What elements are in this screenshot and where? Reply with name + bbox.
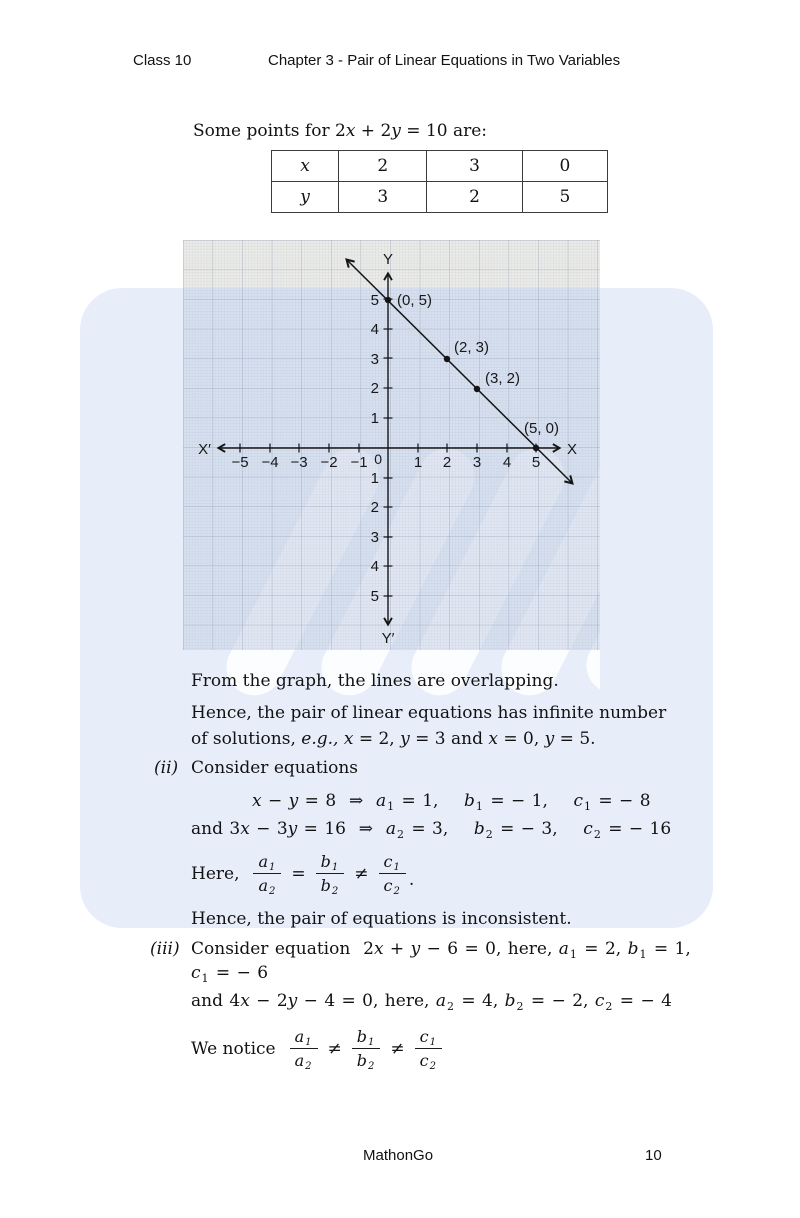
para-overlap: From the graph, the lines are overlapping. <box>191 671 559 691</box>
ratio-line-ii <box>191 852 414 895</box>
x-tick-label: 4 <box>502 454 512 471</box>
data-point-dot <box>385 297 391 303</box>
math-var: y <box>287 819 298 839</box>
math-var: y <box>391 121 401 141</box>
equation-iii-3: and 4x − 2y − 4 = 0, here, $a_2 = 4$, $b_2$ = − 2, $c_2$ = − 4 <box>191 991 672 1013</box>
equation-ii-2: and 3x − 3y = 16 ⇒ $a_2 = 3$, $b_2$ = − 3, $c_2$ = − 16 <box>191 819 672 841</box>
origin-label: 0 <box>374 451 382 467</box>
point-label: (3, 2) <box>485 370 521 387</box>
fraction-b1-b2: $\frac{b_1}{b_2}$ <box>352 1027 381 1070</box>
not-equals-sign: ≠ <box>390 1038 405 1059</box>
x-tick-label: −4 <box>261 454 279 471</box>
ratio-line-iii <box>191 1027 442 1070</box>
y-tick-label: 2 <box>370 380 379 397</box>
x-tick-label: 3 <box>472 454 482 471</box>
text-run: = 0, <box>497 729 545 749</box>
math-var: b <box>627 939 639 959</box>
coordinate-graph <box>183 240 600 650</box>
math-var: x <box>373 939 384 959</box>
table-cell <box>272 182 339 213</box>
x-tick-label: −1 <box>350 454 368 471</box>
equals-sign: = <box>291 863 306 884</box>
math-var: a <box>376 791 387 811</box>
math-var: c <box>583 819 593 839</box>
point-label: (5, 0) <box>524 420 560 437</box>
math-var: x <box>300 156 310 176</box>
math-var: c <box>594 991 605 1011</box>
math-var: x <box>345 121 356 141</box>
math-var: x <box>240 991 250 1011</box>
text-run: = 5. <box>554 729 596 749</box>
math-var: x <box>252 791 262 811</box>
table-cell: 2 <box>427 182 522 213</box>
equation-ii-1: x − y = 8 ⇒ $a_1 = 1$, $b_1$ = − 1, $c_1$ = − 8 <box>252 791 651 813</box>
notice-label: We notice <box>191 1038 276 1059</box>
point-label: (2, 3) <box>454 339 490 356</box>
table-row-x <box>272 151 608 182</box>
text-run: = 3 and <box>409 729 489 749</box>
para-inconsistent: Hence, the pair of equations is inconsistent. <box>191 909 572 929</box>
para-infinite-line2 <box>191 729 596 749</box>
y-tick-label: 1 <box>370 410 379 427</box>
y-tick-label: 5 <box>370 292 379 309</box>
text-run: = 10 are: <box>400 121 488 141</box>
para-infinite-line1: Hence, the pair of linear equations has infinite number <box>191 703 667 723</box>
y-tick-label: 1 <box>370 470 379 487</box>
math-var: y <box>287 991 298 1011</box>
item-iii-marker: (iii) <box>150 939 180 959</box>
here-label: Here, <box>191 863 240 884</box>
table-cell: 3 <box>339 182 427 213</box>
math-var: a <box>435 991 446 1011</box>
x-tick-label: 5 <box>531 454 541 471</box>
math-var: a <box>558 939 569 959</box>
y-tick-label: 5 <box>370 588 379 605</box>
fraction-a1-a2: $\frac{a_1}{a_2}$ <box>253 852 281 895</box>
x-tick-label: −2 <box>320 454 338 471</box>
math-var: b <box>464 791 475 811</box>
text-run: of solutions, <box>191 729 302 749</box>
x-tick-label: 1 <box>413 454 423 471</box>
math-var: a <box>385 819 396 839</box>
fraction-c1-c2: $\frac{c_1}{c_2}$ <box>379 852 406 895</box>
point-label: (0, 5) <box>397 292 433 309</box>
table-row-y <box>272 182 608 213</box>
item-ii-marker: (ii) <box>154 758 179 778</box>
header-chapter-title: Chapter 3 - Pair of Linear Equations in Two Variables <box>268 52 621 69</box>
table-cell: 5 <box>522 182 607 213</box>
equation-iii-2: $c_1$ = − 6 <box>191 963 269 985</box>
fraction-c1-c2: $\frac{c_1}{c_2}$ <box>415 1027 442 1070</box>
table-cell: 0 <box>522 151 607 182</box>
data-point-dot <box>444 356 450 362</box>
period: . <box>408 869 415 890</box>
text-run: Some points for 2 <box>193 121 346 141</box>
math-var: y <box>400 729 410 749</box>
math-var: c <box>573 791 583 811</box>
text-run: + 2 <box>355 121 392 141</box>
y-tick-label: 2 <box>370 499 379 516</box>
y-tick-label: 3 <box>370 529 379 546</box>
footer-page-number: 10 <box>645 1147 662 1164</box>
math-var: b <box>504 991 516 1011</box>
fraction-b1-b2: $\frac{b_1}{b_2}$ <box>316 852 345 895</box>
intro-line <box>193 121 487 141</box>
math-var: c <box>191 963 201 983</box>
y-tick-label: 4 <box>370 321 379 338</box>
text-run: = 2, <box>353 729 401 749</box>
math-var: y <box>410 939 421 959</box>
math-var: y <box>544 729 555 749</box>
y-pos-axis-label: Y <box>382 251 394 268</box>
math-var: b <box>473 819 485 839</box>
math-var: x <box>488 729 498 749</box>
fraction-a1-a2: $\frac{a_1}{a_2}$ <box>290 1027 318 1070</box>
grid-major <box>183 240 600 650</box>
equation-iii-1: Consider equation 2x + y − 6 = 0, here, $a_1 = 2$, $b_1 = 1$, <box>191 939 691 961</box>
math-var: x <box>343 729 354 749</box>
header-class-label: Class 10 <box>133 52 192 69</box>
y-tick-label: 4 <box>370 558 379 575</box>
not-equals-sign: ≠ <box>327 1038 342 1059</box>
table-cell: 2 <box>339 151 427 182</box>
x-tick-label: −5 <box>231 454 249 471</box>
item-ii-title: Consider equations <box>191 758 359 778</box>
footer-brand: MathonGo <box>363 1147 434 1164</box>
points-table <box>271 150 608 213</box>
x-neg-axis-label: X′ <box>198 441 211 458</box>
text-run-italic: e.g., <box>301 729 339 749</box>
not-equals-sign: ≠ <box>354 863 369 884</box>
table-cell: 3 <box>427 151 522 182</box>
x-tick-label: −3 <box>290 454 308 471</box>
y-neg-axis-label: Y′ <box>381 630 395 647</box>
data-point-dot <box>474 386 480 392</box>
x-tick-label: 2 <box>442 454 452 471</box>
data-point-dot <box>533 445 539 451</box>
math-var: x <box>240 819 250 839</box>
math-var: y <box>288 791 299 811</box>
math-var: y <box>300 187 310 207</box>
y-tick-label: 3 <box>370 351 379 368</box>
x-pos-axis-label: X <box>567 441 578 458</box>
table-cell <box>272 151 339 182</box>
